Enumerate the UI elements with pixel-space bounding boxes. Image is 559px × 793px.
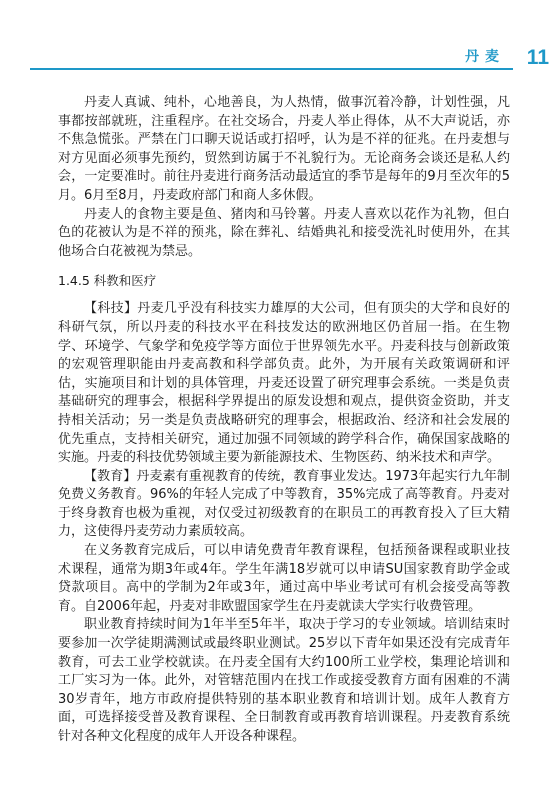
paragraph-customs: 丹麦人真诚、纯朴，心地善良，为人热情，做事沉着冷静，计划性强，凡事都按部就班，注重程序。在社交场合，丹麦人举止得体，从不大声说话，亦不焦急慌张。严禁在门口聊天说话或打招呼，认为是不祥的征兆。在丹麦想与对方见面必须事先预约，贸然到访属于不礼貌行为。无论商务会谈还是私人约会，一定要准时。前往丹麦进行商务活动最适宜的季节是每年的9月至次年的5月。6月至8月，丹麦政府部门和商人多休假。	[58, 95, 510, 203]
header-rule	[30, 68, 513, 70]
paragraph-vocational-education: 职业教育持续时间为1年半至5年半，取决于学习的专业领域。培训结束时要参加一次学徒期满测试或最终职业测试。25岁以下青年如果还没有完成青年教育，可去工业学校就读。在丹麦全国有大约100所工业学校，集理论培训和工厂实习为一体。此外，对管辖范围内在找工作或接受教育方面有困难的不满30岁青年，地方市政府提供特别的基本职业教育和培训计划。成年人教育方面，可选择接受普及教育课程、全日制教育或再教育培训课程。丹麦教育系统针对各种文化程度的成年人开设各种课程。	[58, 617, 510, 744]
paragraph-food: 丹麦人的食物主要是鱼、猪肉和马铃薯。丹麦人喜欢以花作为礼物，但白色的花被认为是不祥的预兆，除在葬礼、结婚典礼和接受洗礼时使用外，在其他场合白花被视为禁忌。	[58, 206, 510, 259]
page-body	[58, 94, 510, 747]
page-header	[0, 46, 559, 76]
paragraph-technology: 【科技】丹麦几乎没有科技实力雄厚的大公司，但有顶尖的大学和良好的科研气氛，所以丹麦的科技水平在科技发达的欧洲地区仍首屈一指。在生物学、环境学、气象学和免疫学等方面位于世界领先水平。丹麦科技与创新政策的宏观管理职能由丹麦高教和科学部负责。此外，为开展有关政策调研和评估，实施项目和计划的具体管理，丹麦还设置了研究理事会系统。一类是负责基础研究的理事会，根据科学界提出的原发设想和观点，提供资金资助，并支持相关活动；另一类是负责战略研究的理事会，根据政治、经济和社会发展的优先重点，支持相关研究，通过加强不同领域的跨学科合作，确保国家战略的实施。丹麦的科技优势领域主要为新能源技术、生物医药、纳米技术和声学。	[58, 301, 510, 466]
paragraph-youth-education: 在义务教育完成后，可以申请免费青年教育课程，包括预备课程或职业技术课程，通常为期3年或4年。学生年满18岁就可以申请SU国家教育助学金或贷款项目。高中的学制为2年或3年，通过高中毕业考试可有机会接受高等教育。自2006年起，丹麦对非欧盟国家学生在丹麦就读大学实行收费管理。	[58, 543, 510, 614]
page-number: 11	[526, 46, 549, 69]
section-heading: 1.4.5 科教和医疗	[58, 273, 157, 289]
header-title: 丹麦	[465, 49, 505, 65]
paragraph-education: 【教育】丹麦素有重视教育的传统，教育事业发达。1973年起实行九年制免费义务教育。96%的年轻人完成了中等教育，35%完成了高等教育。丹麦对于终身教育也极为重视，对仅受过初级教育的在职员工的再教育投入了巨大精力，这使得丹麦劳动力素质较高。	[58, 468, 510, 540]
